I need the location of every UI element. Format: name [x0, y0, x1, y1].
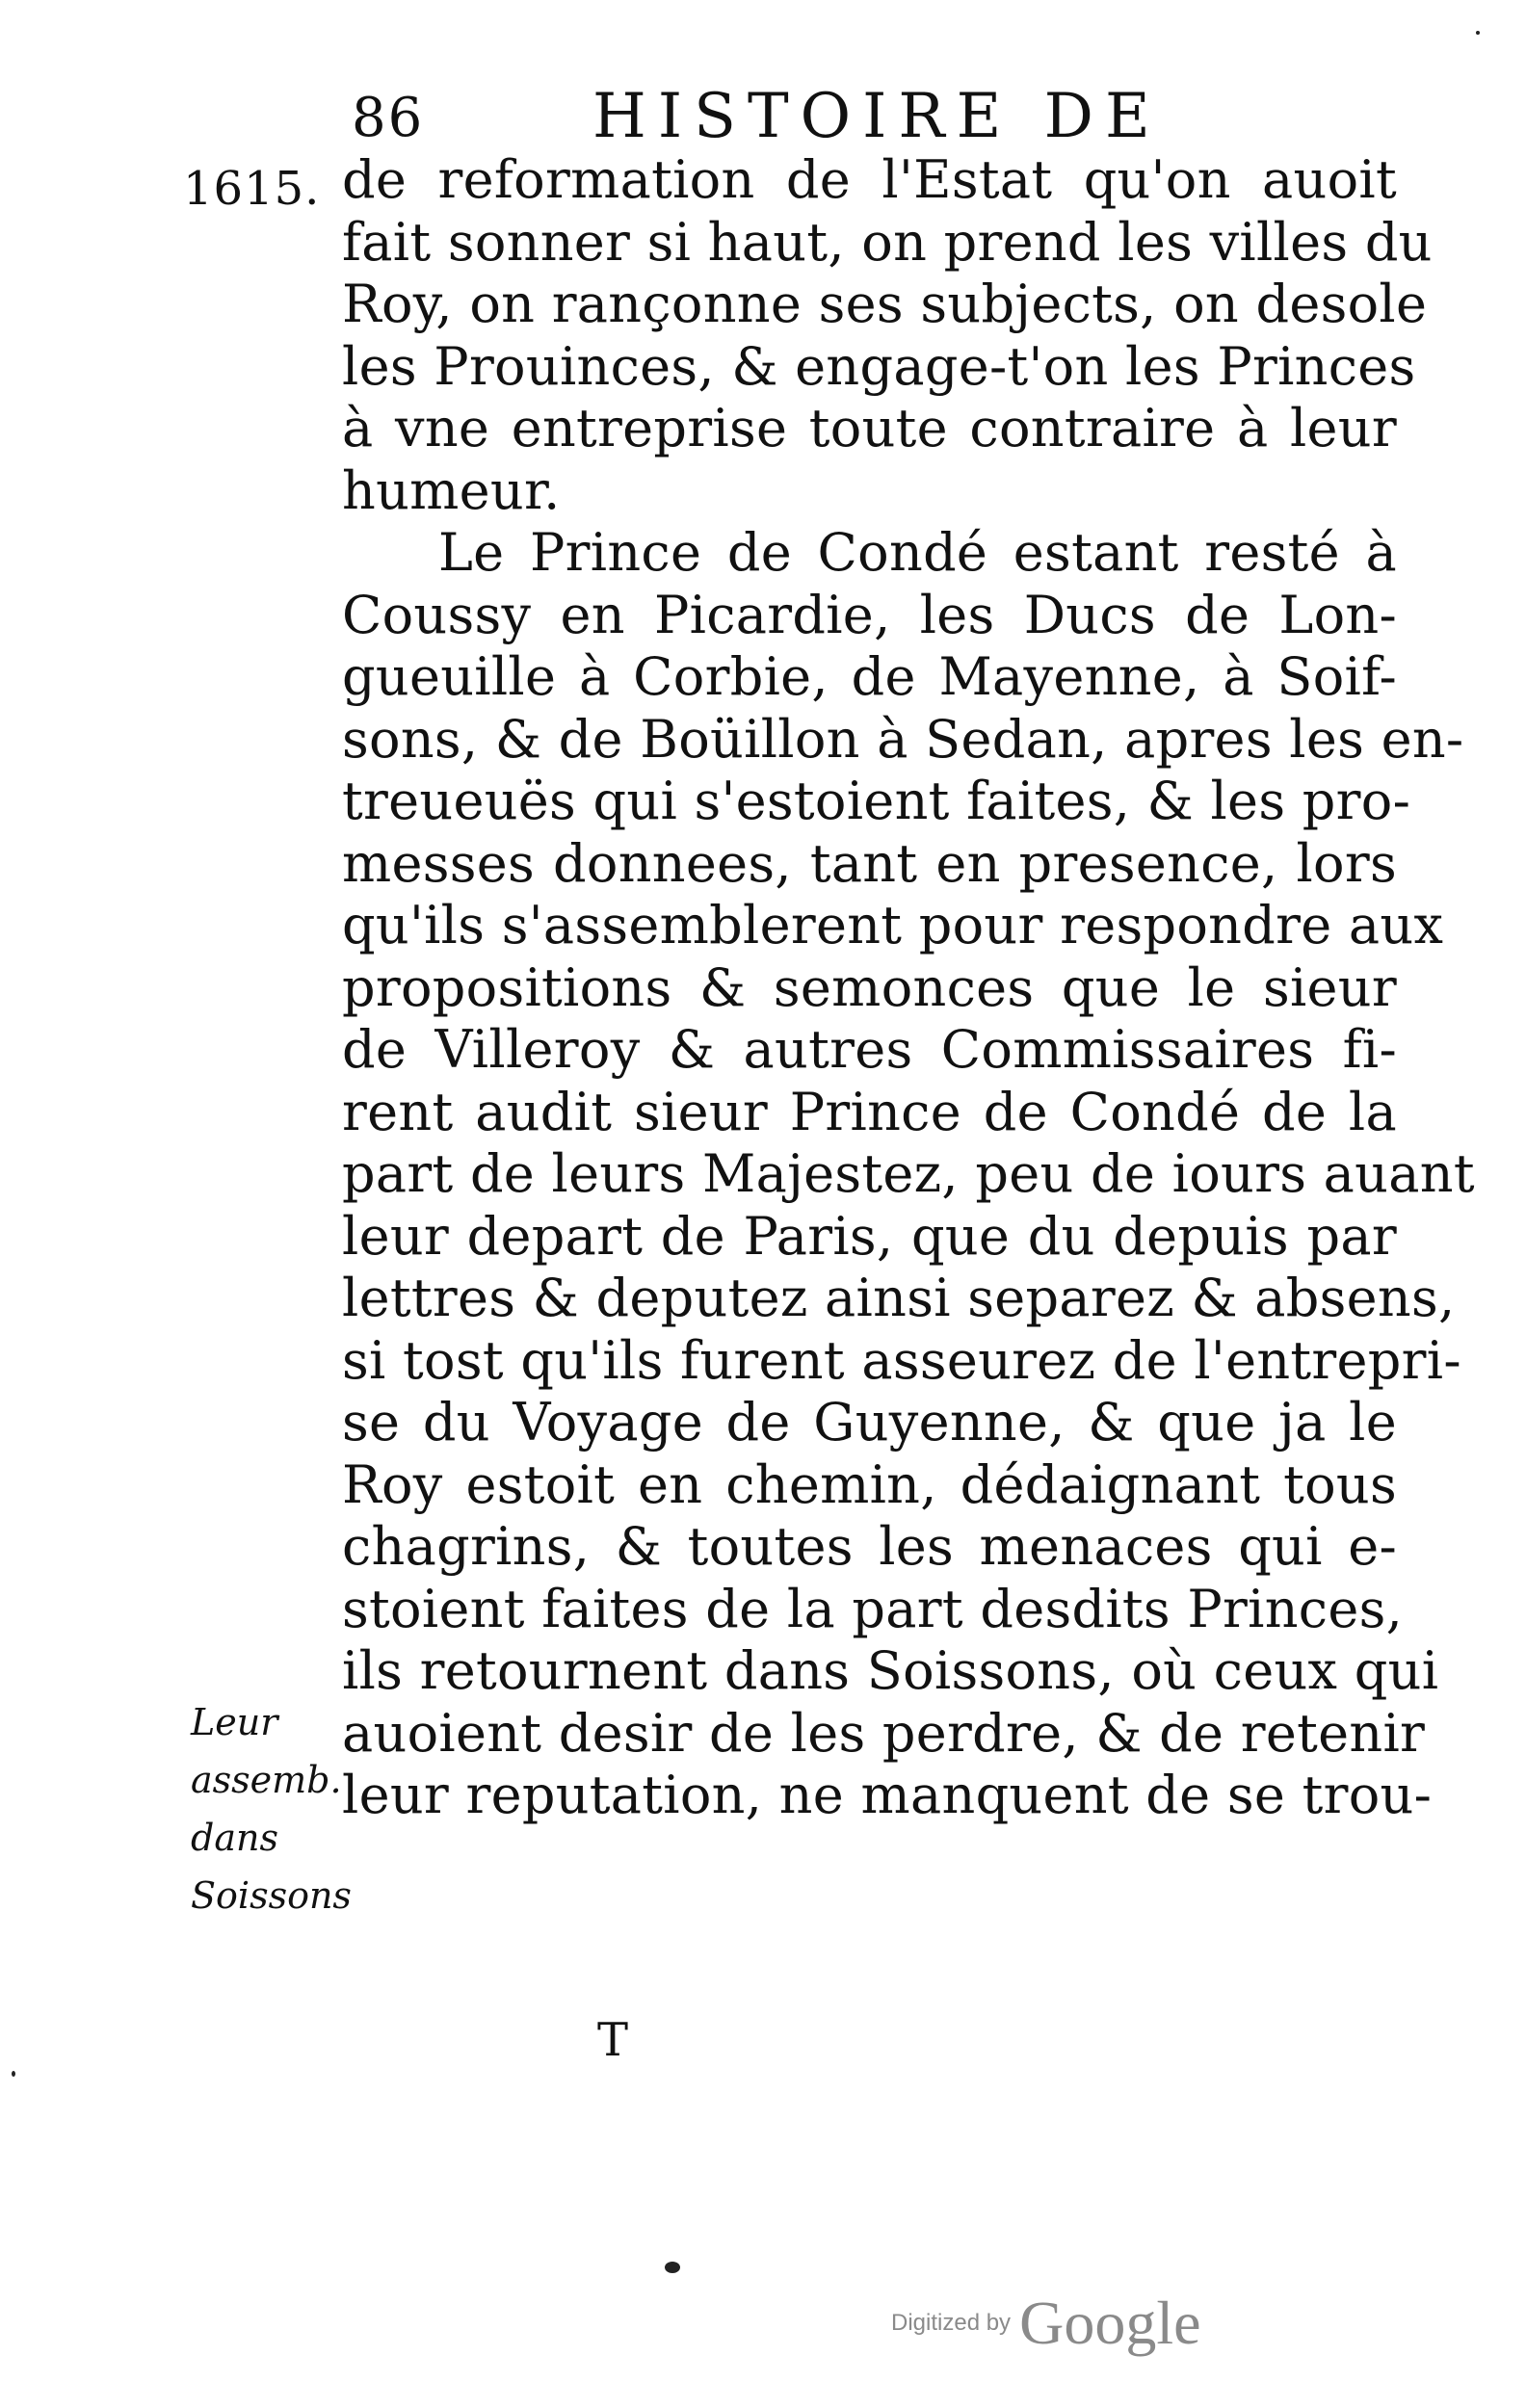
catchword: T	[597, 2013, 629, 2067]
text-line: si tost qu'ils furent asseurez de l'entrepri-	[342, 1329, 1461, 1391]
text-line: leur depart de Paris, que du depuis par	[342, 1205, 1397, 1267]
text-line: part de leurs Majestez, peu de iours auant	[342, 1143, 1475, 1204]
text-line: rent audit sieur Prince de Condé de la	[342, 1081, 1397, 1142]
margin-note-line: Soissons	[191, 1874, 352, 1917]
watermark-prefix: Digitized by	[891, 2310, 1012, 2336]
margin-note-line: assemb.	[191, 1759, 342, 1801]
text-line: leur reputation, ne manquent de se trou-	[342, 1765, 1433, 1825]
text-line: stoient faites de la part desdits Princes,	[342, 1578, 1404, 1639]
text-line: ils retournent dans Soissons, où ceux qui	[342, 1640, 1439, 1701]
text-line: qu'ils s'assemblerent pour respondre aux	[342, 895, 1444, 955]
text-line: Le Prince de Condé estant resté à	[438, 522, 1397, 583]
margin-note-line: Leur	[191, 1701, 278, 1743]
text-line: humeur.	[342, 459, 561, 521]
ink-speck	[665, 2262, 680, 2273]
text-line: gueuille à Corbie, de Mayenne, à Soif-	[342, 646, 1397, 707]
text-line: Roy estoit en chemin, dédaignant tous	[342, 1453, 1397, 1515]
text-line: Roy, on rançonne ses subjects, on desole	[342, 274, 1428, 334]
margin-note	[191, 1693, 355, 1924]
running-title: HISTOIRE DE	[592, 81, 1162, 152]
text-line: treueuës qui s'estoient faites, & les pro-	[342, 771, 1411, 831]
text-line: de Villeroy & autres Commissaires fi-	[342, 1019, 1397, 1080]
text-line: propositions & semonces que le sieur	[342, 956, 1397, 1018]
google-logo: Google	[1019, 2289, 1201, 2357]
digitization-watermark	[891, 2288, 1201, 2359]
ink-speck	[12, 2071, 15, 2077]
ink-speck	[1476, 31, 1480, 35]
text-line: Coussy en Picardie, les Ducs de Lon-	[342, 584, 1397, 645]
text-line: les Prouinces, & engage-t'on les Princes	[342, 335, 1416, 397]
year-margin-note: 1615.	[183, 162, 321, 216]
text-line: de reformation de l'Estat qu'on auoit	[342, 149, 1397, 210]
body-text	[342, 149, 1475, 1827]
text-line: messes donnees, tant en presence, lors	[342, 832, 1397, 894]
page-number: 86	[352, 87, 425, 149]
text-line: auoient desir de les perdre, & de retenir	[342, 1702, 1426, 1764]
text-line: lettres & deputez ainsi separez & absens,	[342, 1268, 1456, 1328]
text-line: fait sonner si haut, on prend les villes du	[342, 211, 1433, 273]
text-line: sons, & de Boüillon à Sedan, apres les en-	[342, 708, 1464, 770]
text-line: chagrins, & toutes les menaces qui e-	[342, 1516, 1397, 1577]
text-line: à vne entreprise toute contraire à leur	[342, 398, 1397, 458]
text-line: se du Voyage de Guyenne, & que ja le	[342, 1392, 1397, 1453]
margin-note-line: dans	[191, 1817, 278, 1859]
